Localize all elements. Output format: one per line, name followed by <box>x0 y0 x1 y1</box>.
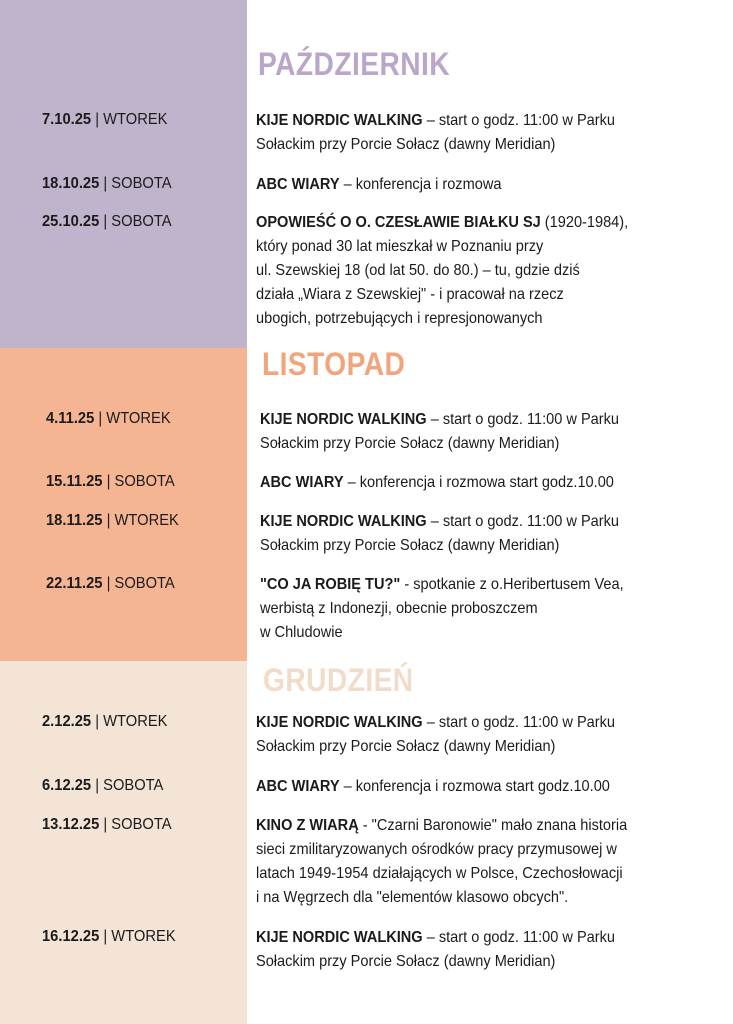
event-description: KIJE NORDIC WALKING – start o godz. 11:00 w Parku Sołackim przy Porcie Sołacz (dawny Meridian) <box>260 513 619 554</box>
month-title-december: GRUDZIEŃ <box>263 662 414 698</box>
event-description: KINO Z WIARĄ - "Czarni Baronowie" mało znana historia sieci zmilitaryzowanych ośrodków pracy przymusowej w latach 1949-1954 działających w Polsce, Czechosłowacji i na Węgrzech dla "elementów klasowo obcych". <box>256 817 628 906</box>
event-date: 25.10.25 | SOBOTA <box>42 213 172 230</box>
event-description: KIJE NORDIC WALKING – start o godz. 11:00 w Parku Sołackim przy Porcie Sołacz (dawny Meridian) <box>256 929 615 970</box>
event-date: 7.10.25 | WTOREK <box>42 111 168 128</box>
event-date: 22.11.25 | SOBOTA <box>46 575 175 592</box>
event-date: 16.12.25 | WTOREK <box>42 928 176 945</box>
event-description: ABC WIARY – konferencja i rozmowa <box>256 176 502 193</box>
month-title-october: PAŹDZIERNIK <box>258 46 451 82</box>
november-band <box>0 348 247 661</box>
event-date: 6.12.25 | SOBOTA <box>42 777 164 794</box>
event-date: 2.12.25 | WTOREK <box>42 713 168 730</box>
event-description: "CO JA ROBIĘ TU?" - spotkanie z o.Heribertusem Vea, werbistą z Indonezji, obecnie proboszczem w Chludowie <box>260 576 624 641</box>
event-description: KIJE NORDIC WALKING – start o godz. 11:00 w Parku Sołackim przy Porcie Sołacz (dawny Meridian) <box>260 411 619 452</box>
event-date: 4.11.25 | WTOREK <box>46 410 171 427</box>
event-description: ABC WIARY – konferencja i rozmowa start godz.10.00 <box>260 474 614 491</box>
event-date: 18.10.25 | SOBOTA <box>42 175 172 192</box>
event-description: KIJE NORDIC WALKING – start o godz. 11:00 w Parku Sołackim przy Porcie Sołacz (dawny Meridian) <box>256 714 615 755</box>
event-date: 15.11.25 | SOBOTA <box>46 473 175 490</box>
month-title-november: LISTOPAD <box>262 346 406 382</box>
event-description: ABC WIARY – konferencja i rozmowa start godz.10.00 <box>256 778 610 795</box>
october-band <box>0 0 247 348</box>
event-description: OPOWIEŚĆ O O. CZESŁAWIE BIAŁKU SJ (1920-1984), który ponad 30 lat mieszkał w Poznaniu przy ul. Szewskiej 18 (od lat 50. do 80.) – tu, gdzie dziś działa „Wiara z Szewskiej" - i pracował na rzecz ubogich, potrzebujących i represjonowanych <box>256 214 629 327</box>
event-description: KIJE NORDIC WALKING – start o godz. 11:00 w Parku Sołackim przy Porcie Sołacz (dawny Meridian) <box>256 112 615 153</box>
event-date: 13.12.25 | SOBOTA <box>42 816 172 833</box>
event-date: 18.11.25 | WTOREK <box>46 512 179 529</box>
